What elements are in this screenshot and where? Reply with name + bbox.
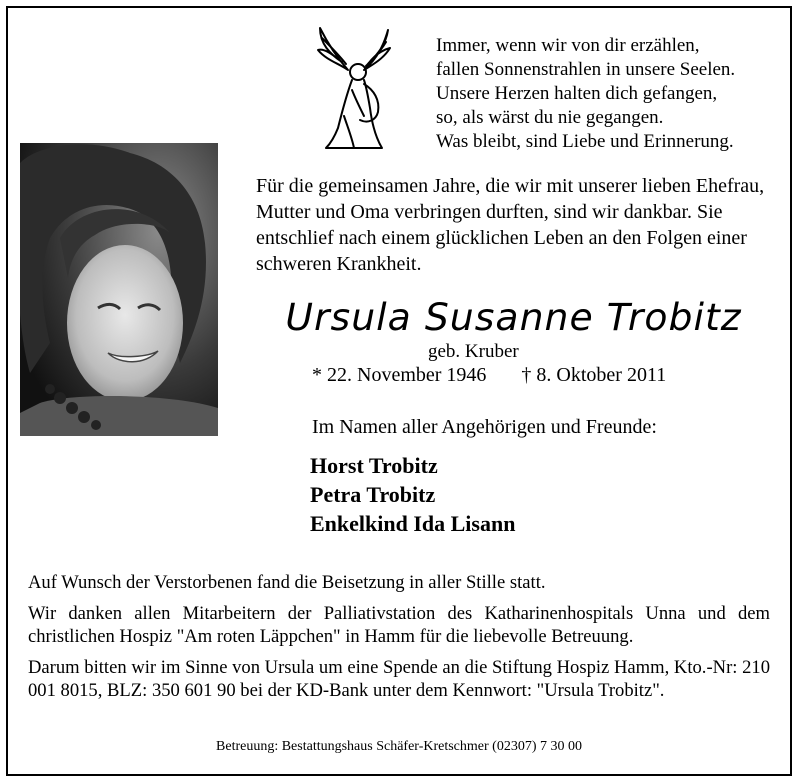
- thanks-note: Wir danken allen Mitarbeitern der Palliativstation des Katharinenhospitals Unna und dem christlichen Hospiz "Am roten Läppchen" in Hamm für die liebevolle Betreuung.: [28, 603, 770, 647]
- portrait-image: [20, 143, 218, 436]
- life-dates: [312, 364, 666, 387]
- mourner-name: Enkelkind Ida Lisann: [310, 511, 516, 536]
- angel-icon: [312, 20, 396, 152]
- mourner-name: Horst Trobitz: [310, 453, 438, 478]
- mourners-list: [310, 451, 515, 538]
- poem: [436, 34, 735, 154]
- funeral-home-footer: Betreuung: Bestattungshaus Schäfer-Kretschmer (02307) 7 30 00: [216, 739, 582, 754]
- poem-line-2: fallen Sonnenstrahlen in unsere Seelen.: [436, 59, 736, 80]
- notes: [28, 571, 770, 710]
- obituary-notice: [6, 6, 792, 776]
- portrait-photo: [20, 143, 218, 436]
- burial-note: Auf Wunsch der Verstorbenen fand die Beisetzung in aller Stille statt.: [28, 572, 546, 593]
- deceased-name: Ursula Susanne Trobitz: [285, 296, 742, 339]
- donation-note: Darum bitten wir im Sinne von Ursula um eine Spende an die Stiftung Hospiz Hamm, Kto.-Nr: 210 001 8015, BLZ: 350 601 90 bei der KD-Bank unter dem Kennwort: "Ursula Trobitz".: [28, 657, 770, 701]
- poem-line-4: so, als wärst du nie gegangen.: [436, 107, 664, 128]
- poem-line-5: Was bleibt, sind Liebe und Erinnerung.: [436, 131, 734, 152]
- birth-date: * 22. November 1946: [312, 364, 487, 386]
- poem-line-3: Unsere Herzen halten dich gefangen,: [436, 83, 718, 104]
- maiden-name: geb. Kruber: [428, 341, 519, 362]
- intro-text: Für die gemeinsamen Jahre, die wir mit unserer lieben Ehefrau, Mutter und Oma verbringen durften, sind wir dankbar. Sie entschlief nach einem glücklichen Leben an den Folgen einer schweren Krankheit.: [256, 175, 765, 275]
- mourner-name: Petra Trobitz: [310, 482, 436, 507]
- poem-line-1: Immer, wenn wir von dir erzählen,: [436, 35, 700, 56]
- death-date: † 8. Oktober 2011: [521, 364, 667, 386]
- mourners-intro: Im Namen aller Angehörigen und Freunde:: [312, 416, 657, 438]
